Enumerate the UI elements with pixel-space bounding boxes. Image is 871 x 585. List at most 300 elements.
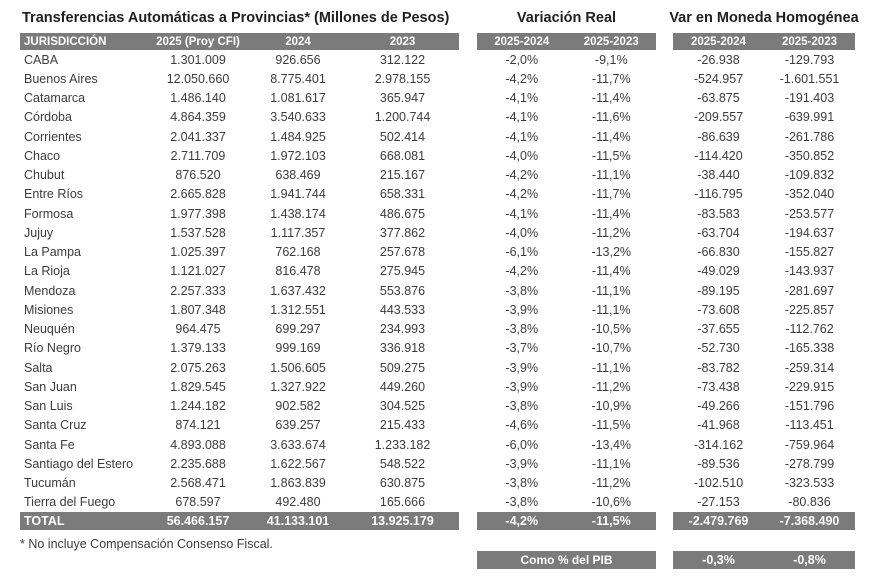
value-cell: 2.711.709 — [170, 148, 226, 163]
value-cell: 1.622.567 — [270, 456, 326, 471]
table-row — [477, 185, 656, 204]
value-cell: -3,8% — [505, 322, 539, 337]
total-2023-cell: 13.925.179 — [371, 514, 434, 528]
table-row — [20, 262, 459, 281]
value-cell: 1.941.744 — [270, 187, 326, 202]
value-cell: 312.122 — [379, 52, 426, 67]
table-row — [20, 185, 459, 204]
value-cell: 964.475 — [175, 322, 221, 337]
value-cell: -261.786 — [784, 129, 835, 144]
value-cell: 816.478 — [275, 264, 321, 279]
value-cell: -352.040 — [784, 187, 835, 202]
jurisdiction-cell: Salta — [24, 360, 53, 375]
value-cell: -11,1% — [591, 168, 631, 183]
value-cell: 1.025.397 — [170, 245, 226, 260]
table-row — [673, 108, 855, 127]
table-row — [477, 108, 656, 127]
value-cell: 1.327.922 — [270, 379, 326, 394]
table-row — [673, 358, 855, 377]
total-2024-cell: 41.133.101 — [266, 514, 330, 528]
column-header-jurisdiccion: JURISDICCIÓN — [24, 35, 107, 48]
value-cell: -11,4% — [591, 129, 631, 144]
total-mh-2025-2023-cell: -7.368.490 — [779, 514, 840, 528]
jurisdiction-cell: Santiago del Estero — [24, 456, 134, 471]
value-cell: -524.957 — [693, 71, 744, 86]
moneda-homogenea-heading: Var en Moneda Homogénea — [669, 10, 859, 26]
table-row — [20, 320, 459, 339]
column-header-2023: 2023 — [389, 35, 416, 48]
value-cell: -3,9% — [505, 302, 539, 317]
value-cell: 12.050.660 — [166, 71, 230, 86]
value-cell: -11,2% — [591, 225, 631, 240]
value-cell: 2.257.333 — [170, 283, 226, 298]
table-row — [477, 204, 656, 223]
table-row — [673, 300, 855, 319]
value-cell: 1.637.432 — [270, 283, 326, 298]
value-cell: 902.582 — [275, 399, 321, 414]
value-cell: 1.438.174 — [270, 206, 326, 221]
total-mh-2025-2024-cell: -2.479.769 — [688, 514, 749, 528]
table-row — [20, 166, 459, 185]
value-cell: -4,2% — [505, 71, 539, 86]
table-row — [477, 69, 656, 88]
value-cell: 486.675 — [379, 206, 426, 221]
value-cell: 1.829.545 — [170, 379, 226, 394]
table-row — [20, 377, 459, 396]
table-row — [20, 50, 459, 69]
value-cell: 678.597 — [175, 495, 221, 510]
value-cell: 257.678 — [379, 245, 426, 260]
jurisdiction-cell: Neuquén — [24, 322, 75, 337]
value-cell: -11,1% — [591, 302, 631, 317]
table-row — [673, 223, 855, 242]
value-cell: -3,9% — [505, 379, 539, 394]
value-cell: 1.312.551 — [270, 302, 326, 317]
column-header-2024: 2024 — [285, 35, 311, 48]
value-cell: 3.633.674 — [270, 437, 326, 452]
table-row — [477, 320, 656, 339]
jurisdiction-cell: CABA — [24, 52, 59, 67]
value-cell: -27.153 — [697, 495, 740, 510]
table-row — [477, 493, 656, 512]
figure-title: Transferencias Automáticas a Provincias* (Millones de Pesos) — [22, 10, 450, 26]
value-cell: 443.533 — [379, 302, 426, 317]
value-cell: -41.968 — [697, 418, 740, 433]
value-cell: -4,0% — [505, 148, 539, 163]
value-cell: -3,9% — [505, 456, 539, 471]
value-cell: -350.852 — [784, 148, 835, 163]
value-cell: 2.075.263 — [170, 360, 226, 375]
value-cell: -102.510 — [693, 476, 744, 491]
pib-label-band — [477, 551, 656, 569]
value-cell: 999.169 — [275, 341, 321, 356]
table-row — [477, 127, 656, 146]
table-row — [477, 300, 656, 319]
value-cell: -229.915 — [784, 379, 835, 394]
value-cell: 1.807.348 — [170, 302, 226, 317]
value-cell: 1.081.617 — [270, 91, 326, 106]
value-cell: -49.029 — [697, 264, 740, 279]
table-row — [20, 146, 459, 165]
jurisdiction-cell: Catamarca — [24, 91, 86, 106]
value-cell: -3,8% — [505, 495, 539, 510]
jurisdiction-cell: Jujuy — [24, 225, 54, 240]
table-row — [673, 69, 855, 88]
main-table-body — [20, 50, 459, 512]
value-cell: -191.403 — [784, 91, 835, 106]
value-cell: -49.266 — [697, 399, 740, 414]
jurisdiction-cell: Chubut — [24, 168, 65, 183]
value-cell: 304.525 — [379, 399, 426, 414]
value-cell: -10,6% — [591, 495, 632, 510]
table-row — [20, 69, 459, 88]
moneda-homogenea-table-body — [673, 50, 855, 512]
jurisdiction-cell: Tierra del Fuego — [24, 495, 116, 510]
table-row — [477, 166, 656, 185]
value-cell: 639.257 — [275, 418, 321, 433]
value-cell: 215.433 — [379, 418, 426, 433]
value-cell: 1.379.133 — [170, 341, 226, 356]
table-row — [20, 127, 459, 146]
value-cell: 553.876 — [379, 283, 426, 298]
value-cell: 215.167 — [379, 168, 426, 183]
table-row — [20, 358, 459, 377]
table-row — [477, 262, 656, 281]
column-header-mh-2025-2023: 2025-2023 — [782, 35, 837, 48]
value-cell: -6,0% — [505, 437, 539, 452]
value-cell: -10,5% — [591, 322, 632, 337]
table-row — [673, 166, 855, 185]
table-row — [20, 300, 459, 319]
value-cell: 1.977.398 — [170, 206, 226, 221]
value-cell: 638.469 — [275, 168, 321, 183]
value-cell: -52.730 — [697, 341, 740, 356]
table-row — [20, 454, 459, 473]
pib-values-band — [673, 551, 855, 569]
value-cell: 2.978.155 — [374, 71, 431, 86]
value-cell: -13,2% — [591, 245, 632, 260]
value-cell: -89.195 — [697, 283, 740, 298]
value-cell: 8.775.401 — [270, 71, 326, 86]
value-cell: -4,1% — [505, 110, 539, 125]
value-cell: 275.945 — [379, 264, 426, 279]
value-cell: 377.862 — [379, 225, 426, 240]
table-row — [20, 204, 459, 223]
value-cell: 2.041.337 — [170, 129, 226, 144]
value-cell: 234.993 — [379, 322, 426, 337]
value-cell: -113.451 — [785, 418, 834, 433]
value-cell: -314.162 — [693, 437, 744, 452]
value-cell: 1.233.182 — [374, 437, 431, 452]
table-row — [477, 454, 656, 473]
value-cell: 548.522 — [379, 456, 426, 471]
value-cell: -639.991 — [784, 110, 835, 125]
value-cell: -209.557 — [693, 110, 744, 125]
value-cell: -80.836 — [788, 495, 831, 510]
value-cell: -3,8% — [505, 476, 539, 491]
table-row — [673, 89, 855, 108]
jurisdiction-cell: Santa Cruz — [24, 418, 87, 433]
value-cell: -194.637 — [784, 225, 835, 240]
jurisdiction-cell: Entre Ríos — [24, 187, 84, 202]
table-row — [477, 416, 656, 435]
value-cell: 1.486.140 — [170, 91, 226, 106]
variacion-real-table-body — [477, 50, 656, 512]
table-row — [20, 493, 459, 512]
value-cell: -11,7% — [591, 71, 631, 86]
value-cell: 509.275 — [379, 360, 426, 375]
value-cell: -11,2% — [591, 476, 631, 491]
value-cell: -9,1% — [594, 52, 628, 67]
table-row — [477, 89, 656, 108]
value-cell: 1.121.027 — [170, 264, 226, 279]
value-cell: 926.656 — [275, 52, 321, 67]
value-cell: -11,1% — [591, 456, 631, 471]
value-cell: -63.704 — [697, 225, 740, 240]
value-cell: -4,2% — [505, 187, 539, 202]
total-vr-2025-2023-cell: -11,5% — [591, 514, 631, 528]
value-cell: 1.537.528 — [170, 225, 226, 240]
table-row — [673, 493, 855, 512]
value-cell: -323.533 — [784, 476, 835, 491]
value-cell: 874.121 — [175, 418, 221, 433]
jurisdiction-cell: Río Negro — [24, 341, 81, 356]
table-row — [20, 435, 459, 454]
value-cell: 1.972.103 — [270, 148, 326, 163]
value-cell: -109.832 — [784, 168, 835, 183]
value-cell: 1.301.009 — [170, 52, 226, 67]
value-cell: 1.506.605 — [270, 360, 326, 375]
pib-value-2025-2023: -0,8% — [793, 553, 826, 567]
value-cell: 4.864.359 — [170, 110, 226, 125]
table-row — [673, 262, 855, 281]
value-cell: -11,7% — [591, 187, 631, 202]
value-cell: -4,1% — [505, 129, 539, 144]
value-cell: -112.762 — [785, 322, 834, 337]
table-row — [20, 223, 459, 242]
value-cell: -66.830 — [697, 245, 740, 260]
value-cell: 2.235.688 — [170, 456, 226, 471]
table-row — [477, 281, 656, 300]
value-cell: -26.938 — [697, 52, 740, 67]
moneda-homogenea-total-row — [673, 512, 855, 530]
value-cell: 762.168 — [275, 245, 321, 260]
value-cell: -11,4% — [591, 91, 631, 106]
value-cell: -4,6% — [505, 418, 539, 433]
value-cell: 4.893.088 — [170, 437, 226, 452]
value-cell: -11,4% — [591, 206, 631, 221]
table-row — [477, 223, 656, 242]
column-header-2025: 2025 (Proy CFI) — [156, 35, 240, 48]
main-table — [20, 33, 459, 530]
value-cell: 492.480 — [275, 495, 321, 510]
variacion-real-heading: Variación Real — [516, 10, 617, 26]
table-row — [477, 397, 656, 416]
value-cell: 365.947 — [379, 91, 426, 106]
value-cell: -151.796 — [784, 399, 835, 414]
value-cell: -3,9% — [505, 360, 539, 375]
table-row — [20, 281, 459, 300]
value-cell: -3,8% — [505, 399, 539, 414]
table-row — [673, 243, 855, 262]
value-cell: 668.081 — [379, 148, 426, 163]
jurisdiction-cell: Corrientes — [24, 129, 82, 144]
table-row — [673, 146, 855, 165]
table-row — [673, 185, 855, 204]
value-cell: 1.200.744 — [374, 110, 431, 125]
jurisdiction-cell: La Pampa — [24, 245, 81, 260]
value-cell: -37.655 — [697, 322, 740, 337]
value-cell: -11,1% — [591, 360, 631, 375]
jurisdiction-cell: Mendoza — [24, 283, 76, 298]
value-cell: 2.665.828 — [170, 187, 226, 202]
table-row — [477, 474, 656, 493]
value-cell: 2.568.471 — [170, 476, 226, 491]
value-cell: -83.583 — [697, 206, 740, 221]
jurisdiction-cell: Santa Fe — [24, 437, 75, 452]
value-cell: -86.639 — [697, 129, 740, 144]
value-cell: -155.827 — [784, 245, 835, 260]
variacion-real-table — [477, 33, 656, 530]
jurisdiction-cell: Misiones — [24, 302, 74, 317]
value-cell: 449.260 — [379, 379, 426, 394]
value-cell: -10,9% — [591, 399, 632, 414]
jurisdiction-cell: La Rioja — [24, 264, 70, 279]
value-cell: -3,8% — [505, 283, 539, 298]
jurisdiction-cell: Tucumán — [24, 476, 76, 491]
table-row — [673, 320, 855, 339]
jurisdiction-cell: Córdoba — [24, 110, 72, 125]
pib-label: Como % del PIB — [520, 553, 613, 567]
table-row — [477, 146, 656, 165]
value-cell: -281.697 — [784, 283, 835, 298]
value-cell: -1.601.551 — [779, 71, 840, 86]
table-row — [20, 108, 459, 127]
value-cell: -4,0% — [505, 225, 539, 240]
value-cell: 630.875 — [379, 476, 426, 491]
table-row — [20, 474, 459, 493]
value-cell: -63.875 — [697, 91, 740, 106]
moneda-homogenea-table — [673, 33, 855, 530]
value-cell: -83.782 — [697, 360, 740, 375]
total-label: TOTAL — [24, 514, 65, 528]
jurisdiction-cell: Formosa — [24, 206, 74, 221]
table-row — [673, 397, 855, 416]
table-row — [477, 358, 656, 377]
jurisdiction-cell: San Luis — [24, 399, 73, 414]
value-cell: -253.577 — [784, 206, 835, 221]
value-cell: -10,7% — [591, 341, 632, 356]
table-row — [673, 474, 855, 493]
value-cell: -129.793 — [784, 52, 835, 67]
variacion-real-total-row — [477, 512, 656, 530]
value-cell: 502.414 — [379, 129, 426, 144]
table-row — [673, 454, 855, 473]
moneda-homogenea-header-row — [673, 33, 855, 50]
table-row — [477, 377, 656, 396]
value-cell: -259.314 — [784, 360, 835, 375]
value-cell: -4,2% — [505, 264, 539, 279]
value-cell: 1.244.182 — [170, 399, 226, 414]
value-cell: 1.117.357 — [270, 225, 326, 240]
table-row — [477, 50, 656, 69]
footnote: * No incluye Compensación Consenso Fiscal. — [20, 537, 273, 551]
value-cell: -759.964 — [784, 437, 835, 452]
value-cell: -225.857 — [784, 302, 835, 317]
jurisdiction-cell: Chaco — [24, 148, 61, 163]
main-total-row — [20, 512, 459, 530]
value-cell: -165.338 — [784, 341, 835, 356]
table-row — [673, 50, 855, 69]
table-row — [673, 281, 855, 300]
value-cell: -38.440 — [697, 168, 740, 183]
value-cell: 1.484.925 — [270, 129, 326, 144]
table-row — [673, 204, 855, 223]
jurisdiction-cell: San Juan — [24, 379, 77, 394]
table-row — [20, 416, 459, 435]
value-cell: -6,1% — [505, 245, 539, 260]
table-row — [673, 339, 855, 358]
column-header-mh-2025-2024: 2025-2024 — [691, 35, 746, 48]
value-cell: -11,5% — [591, 148, 631, 163]
value-cell: -4,1% — [505, 206, 539, 221]
total-vr-2025-2024-cell: -4,2% — [505, 514, 539, 528]
table-row — [673, 377, 855, 396]
table-row — [673, 416, 855, 435]
column-header-vr-2025-2023: 2025-2023 — [583, 35, 639, 48]
value-cell: 165.666 — [379, 495, 426, 510]
value-cell: 1.863.839 — [270, 476, 326, 491]
value-cell: -116.795 — [694, 187, 743, 202]
table-row — [477, 339, 656, 358]
pib-value-2025-2024: -0,3% — [702, 553, 735, 567]
table-row — [477, 243, 656, 262]
value-cell: -4,1% — [505, 91, 539, 106]
value-cell: 336.918 — [379, 341, 426, 356]
value-cell: 658.331 — [379, 187, 426, 202]
value-cell: 699.297 — [275, 322, 321, 337]
value-cell: -73.438 — [697, 379, 740, 394]
column-header-vr-2025-2024: 2025-2024 — [494, 35, 550, 48]
table-row — [673, 435, 855, 454]
value-cell: -11,4% — [591, 264, 631, 279]
value-cell: -143.937 — [784, 264, 835, 279]
value-cell: -278.799 — [784, 456, 835, 471]
value-cell: -73.608 — [697, 302, 740, 317]
value-cell: 876.520 — [175, 168, 221, 183]
table-row — [20, 243, 459, 262]
value-cell: -114.420 — [694, 148, 743, 163]
value-cell: -11,5% — [591, 418, 631, 433]
total-2025-cell: 56.466.157 — [166, 514, 230, 528]
value-cell: -11,6% — [591, 110, 631, 125]
table-row — [20, 397, 459, 416]
table-row — [477, 435, 656, 454]
value-cell: -13,4% — [591, 437, 632, 452]
value-cell: -89.536 — [697, 456, 740, 471]
main-table-header-row — [20, 33, 459, 50]
value-cell: -2,0% — [505, 52, 539, 67]
value-cell: -11,2% — [591, 379, 631, 394]
table-row — [20, 89, 459, 108]
value-cell: -11,1% — [591, 283, 631, 298]
table-row — [673, 127, 855, 146]
value-cell: -3,7% — [505, 341, 539, 356]
value-cell: 3.540.633 — [270, 110, 326, 125]
jurisdiction-cell: Buenos Aires — [24, 71, 98, 86]
value-cell: -4,2% — [505, 168, 539, 183]
table-row — [20, 339, 459, 358]
